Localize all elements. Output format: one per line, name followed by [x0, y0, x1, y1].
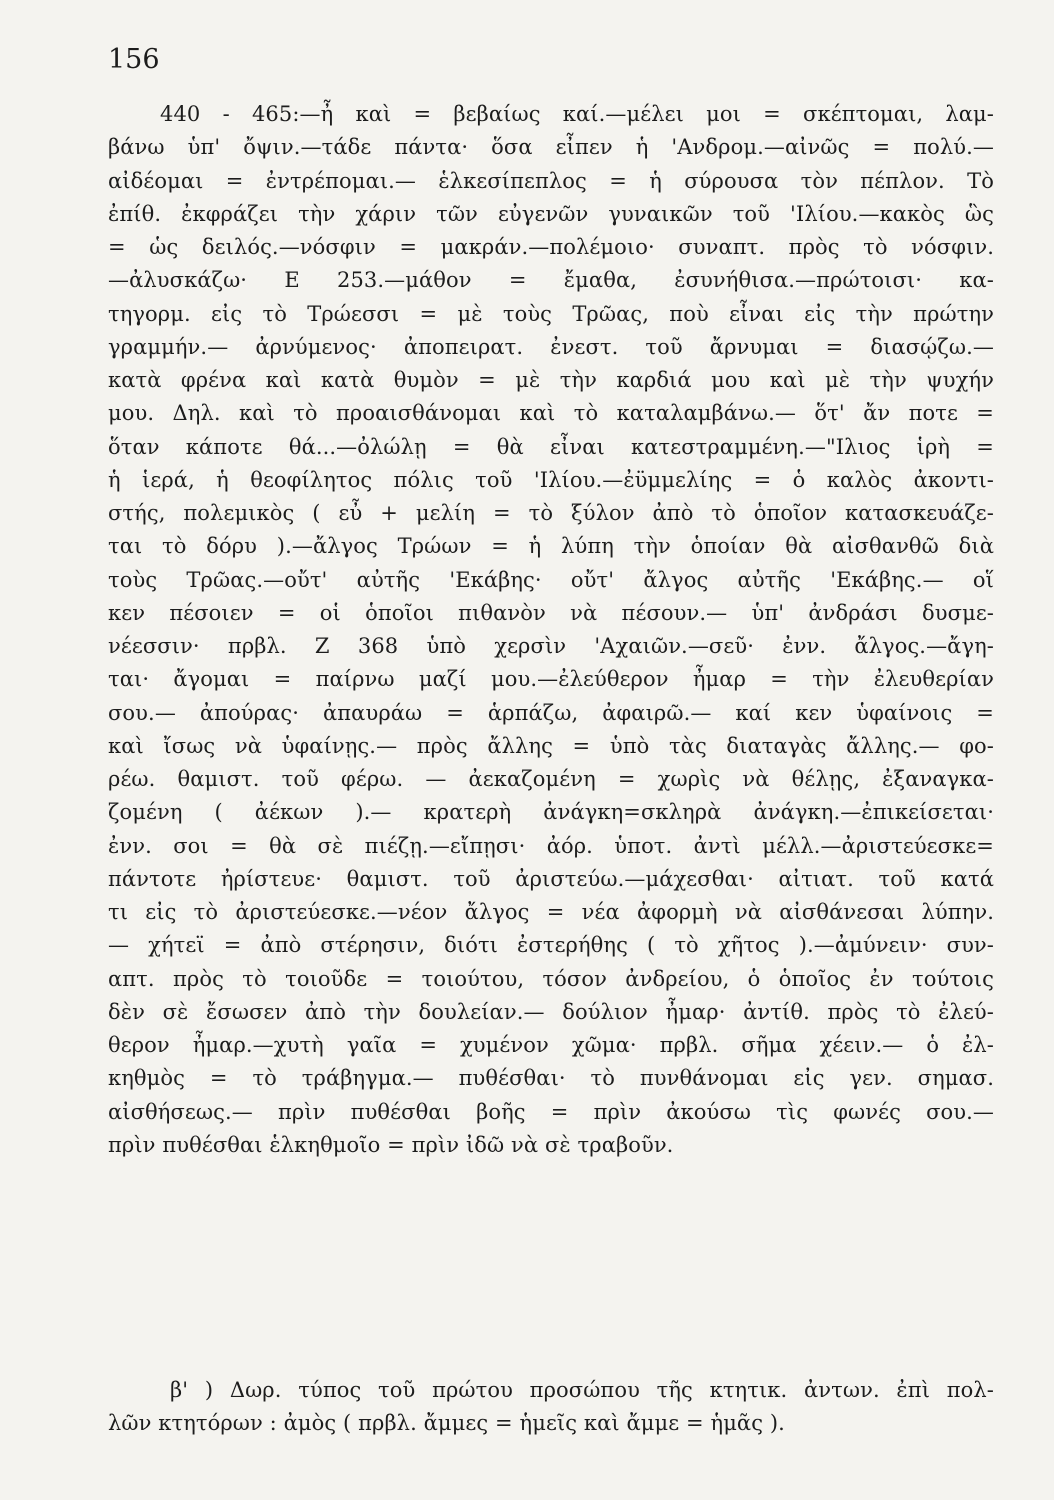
text-line: κηθμὸς = τὸ τράβηγμα.— πυθέσθαι· τὸ πυνθάνομαι εἰς γεν. σημασ. [108, 1066, 994, 1091]
text-line: νέεσσιν· πρβλ. Ζ 368 ὑπὸ χερσὶν 'Αχαιῶν.—σεῦ· ἐνν. ἄλγος.—ἄγη- [108, 634, 994, 658]
text-line: ἐπίθ. ἐκφράζει τὴν χάριν τῶν εὐγενῶν γυναικῶν τοῦ 'Ιλίου.—κακὸς ὣς [108, 201, 994, 226]
text-line: = ὡς δειλός.—νόσφιν = μακράν.—πολέμοιο· συναπτ. πρὸς τὸ νόσφιν. [108, 235, 994, 259]
text-line: μου. Δηλ. καὶ τὸ προαισθάνομαι καὶ τὸ καταλαμβάνω.— ὅτ' ἄν ποτε = [108, 401, 994, 426]
text-line: —ἀλυσκάζω· Ε 253.—μάθον = ἔμαθα, ἐσυνήθισα.—πρώτοισι· κα- [108, 268, 994, 293]
text-line: αἰδέομαι = ἐντρέπομαι.— ἑλκεσίπεπλος = ἡ σύρουσα τὸν πέπλον. Τὸ [108, 168, 994, 193]
text-line: καὶ ἴσως νὰ ὑφαίνῃς.— πρὸς ἄλλης = ὑπὸ τὰς διαταγὰς ἄλλης.— φο- [108, 733, 994, 758]
text-line: ἡ ἱερά, ἡ θεοφίλητος πόλις τοῦ 'Ιλίου.—ἐϋμμελίης = ὁ καλὸς ἀκοντι- [108, 467, 994, 492]
text-line: ται τὸ δόρυ ).—ἄλγος Τρώων = ἡ λύπη τὴν ὁποίαν θὰ αἰσθανθῶ διὰ [108, 534, 994, 559]
text-line: γραμμήν.— ἀρνύμενος· ἀποπειρατ. ἐνεστ. τοῦ ἄρνυμαι = διασῴζω.— [108, 334, 994, 359]
text-line: ὅταν κάποτε θά...—ὀλώλῃ = θὰ εἶναι κατεστραμμένη.—"Ιλιος ἱρὴ = [108, 434, 994, 459]
text-line: τι εἰς τὸ ἀριστεύεσκε.—νέον ἄλγος = νέα ἀφορμὴ νὰ αἰσθάνεσαι λύπην. [108, 900, 994, 924]
text-line: ρέω. θαμιστ. τοῦ φέρω. — ἀεκαζομένη = χωρὶς νὰ θέλῃς, ἐξαναγκα- [108, 767, 994, 791]
text-line: απτ. πρὸς τὸ τοιοῦδε = τοιούτου, τόσον ἀνδρείου, ὁ ὁποῖος ἐν τούτοις [108, 966, 994, 991]
page-number: 156 [108, 44, 160, 75]
footnote-block [108, 1374, 994, 1441]
text-line: β' ) Δωρ. τύπος τοῦ πρώτου προσώπου τῆς κτητικ. ἀντων. ἐπὶ πολ- [170, 1378, 994, 1402]
text-line: λῶν κτητόρων : ἀμὸς ( πρβλ. ἄμμες = ἡμεῖς καὶ ἄμμε = ἡμᾶς ). [108, 1411, 785, 1436]
commentary-block [108, 98, 994, 1162]
text-line: στής, πολεμικὸς ( εὖ + μελίη = τὸ ξύλον ἀπὸ τὸ ὁποῖον κατασκευάζε- [108, 501, 994, 525]
text-line: πρὶν πυθέσθαι ἑλκηθμοῖο = πρὶν ἰδῶ νὰ σὲ τραβοῦν. [108, 1132, 674, 1157]
text-line: αἰσθήσεως.— πρὶν πυθέσθαι βοῆς = πρὶν ἀκούσω τὶς φωνές σου.— [108, 1099, 994, 1124]
text-line: πάντοτε ἠρίστευε· θαμιστ. τοῦ ἀριστεύω.—μάχεσθαι· αἰτιατ. τοῦ κατά [108, 866, 994, 891]
text-line: — χήτεϊ = ἀπὸ στέρησιν, διότι ἐστερήθης ( τὸ χῆτος ).—ἀμύνειν· συν- [108, 933, 994, 958]
text-line: ἐνν. σοι = θὰ σὲ πιέζῃ.—εἴπῃσι· ἀόρ. ὑποτ. ἀντὶ μέλλ.—ἀριστεύεσκε= [108, 833, 994, 858]
text-line: θερον ἦμαρ.—χυτὴ γαῖα = χυμένον χῶμα· πρβλ. σῆμα χέειν.— ὁ ἐλ- [108, 1033, 994, 1057]
text-line: τοὺς Τρῶας.—οὔτ' αὐτῆς 'Εκάβης· οὔτ' ἄλγος αὐτῆς 'Εκάβης.— οἵ [108, 567, 994, 592]
text-line: κατὰ φρένα καὶ κατὰ θυμὸν = μὲ τὴν καρδιά μου καὶ μὲ τὴν ψυχήν [108, 368, 994, 392]
text-line: 440 - 465:—ἦ καὶ = βεβαίως καί.—μέλει μοι = σκέπτομαι, λαμ- [160, 102, 994, 126]
text-line: ζομένη ( ἀέκων ).— κρατερὴ ἀνάγκη=σκληρὰ ἀνάγκη.—ἐπικείσεται· [108, 800, 994, 825]
text-line: κεν πέσοιεν = οἱ ὁποῖοι πιθανὸν νὰ πέσουν.— ὑπ' ἀνδράσι δυσμε- [108, 600, 994, 625]
text-line: δὲν σὲ ἔσωσεν ἀπὸ τὴν δουλείαν.— δούλιον ἦμαρ· ἀντίθ. πρὸς τὸ ἐλεύ- [108, 999, 994, 1024]
text-line: σου.— ἀπούρας· ἀπαυράω = ἁρπάζω, ἀφαιρῶ.— καί κεν ὑφαίνοις = [108, 700, 994, 725]
text-line: ται· ἄγομαι = παίρνω μαζί μου.—ἐλεύθερον ἦμαρ = τὴν ἐλευθερίαν [108, 667, 994, 692]
text-line: τηγορμ. εἰς τὸ Τρώεσσι = μὲ τοὺς Τρῶας, ποὺ εἶναι εἰς τὴν πρώτην [108, 301, 994, 326]
text-line: βάνω ὑπ' ὄψιν.—τάδε πάντα· ὅσα εἶπεν ἡ 'Ανδρομ.—αἰνῶς = πολύ.— [108, 135, 994, 160]
